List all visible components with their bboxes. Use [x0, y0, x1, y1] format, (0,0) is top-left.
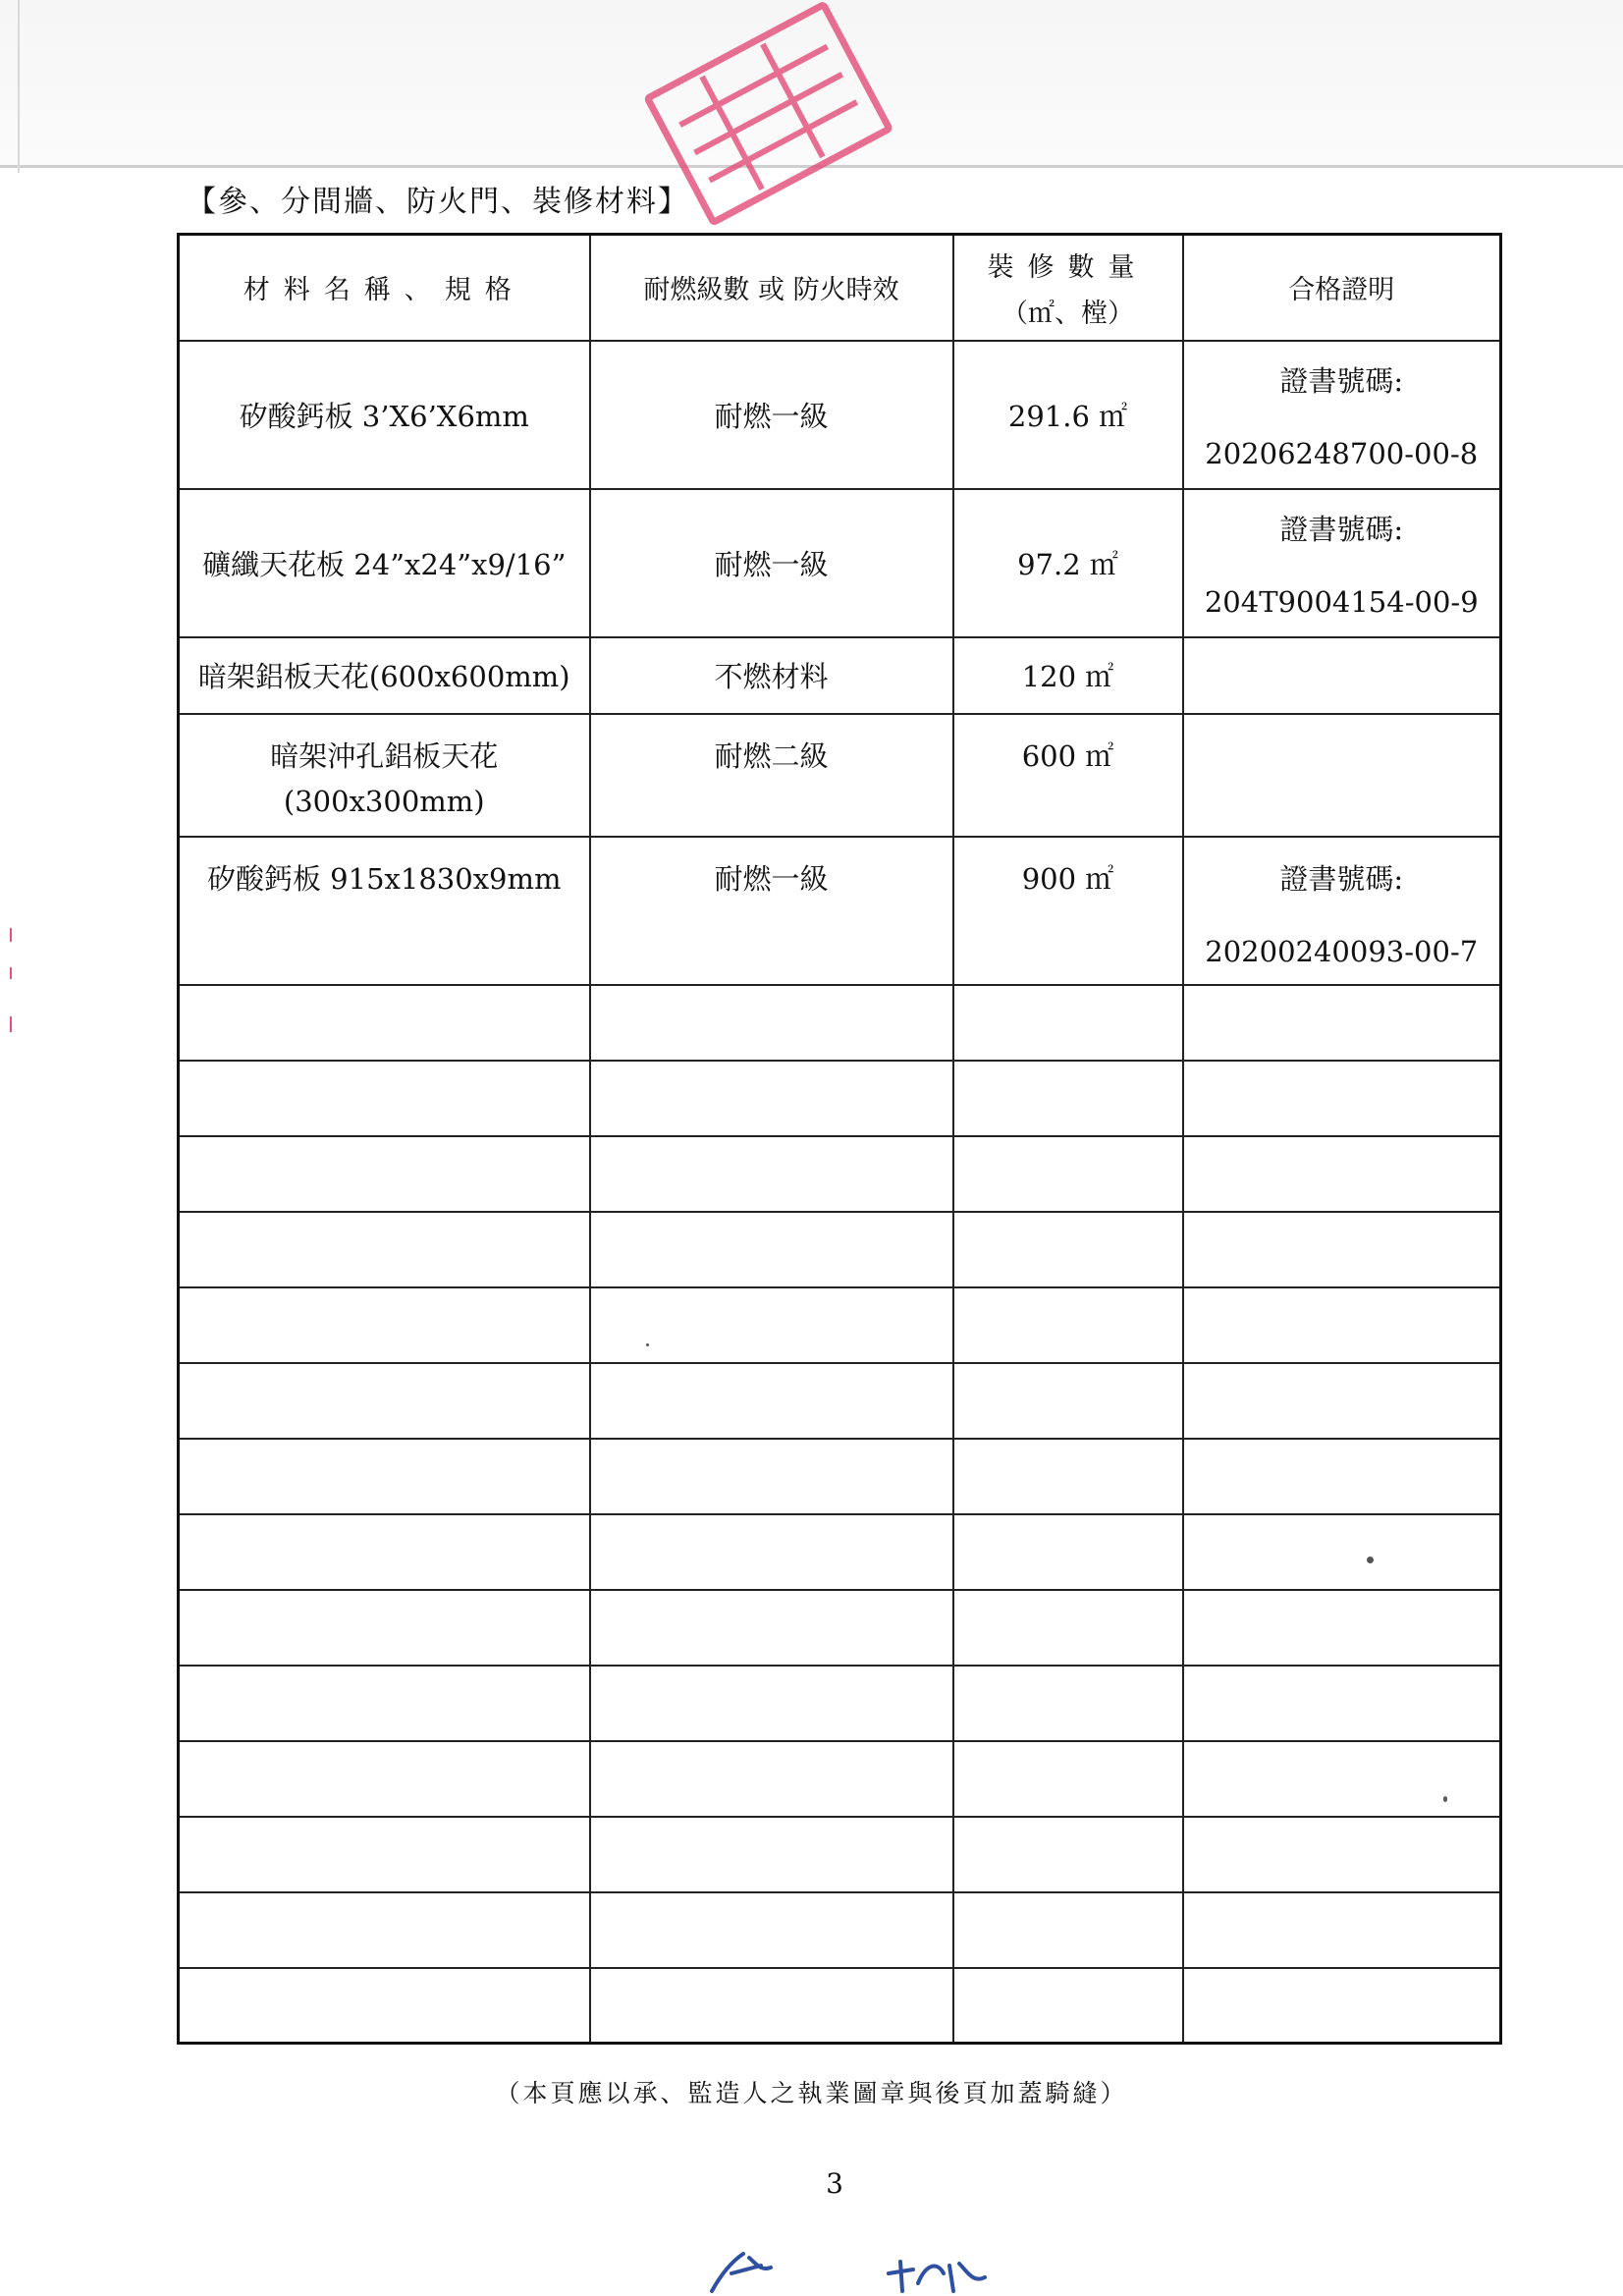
header-quantity-unit: （㎡、樘）: [1001, 298, 1134, 329]
empty-table-row: [179, 1514, 1501, 1590]
empty-cell: [953, 1287, 1183, 1363]
header-fire-rating: 耐燃級數 或 防火時效: [590, 235, 953, 341]
material-name-line1: 暗架沖孔鋁板天花: [270, 738, 499, 773]
empty-cell: [179, 1363, 590, 1439]
table-row: [179, 341, 1501, 489]
certificate-number: 20200240093-00-7: [1205, 934, 1479, 968]
empty-table-row: [179, 1439, 1501, 1514]
fire-rating-cell: 不燃材料: [590, 637, 953, 714]
empty-cell: [179, 1136, 590, 1212]
certificate-number: 20206248700-00-8: [1205, 436, 1479, 470]
header-material-name: 材料名稱、規格: [179, 235, 590, 341]
empty-table-row: [179, 1363, 1501, 1439]
empty-cell: [1183, 1666, 1501, 1741]
material-name-cell: 礦纖天花板 24”x24”x9/16”: [179, 489, 590, 637]
empty-table-row: [179, 1212, 1501, 1287]
empty-cell: [590, 1590, 953, 1666]
empty-cell: [1183, 1741, 1501, 1817]
empty-cell: [590, 1514, 953, 1590]
table-row: [179, 637, 1501, 714]
fire-rating-cell: 耐燃一級: [590, 489, 953, 637]
quantity-cell: 600 ㎡: [953, 714, 1183, 837]
empty-cell: [590, 1212, 953, 1287]
empty-table-row: [179, 1136, 1501, 1212]
empty-cell: [179, 1287, 590, 1363]
scan-speck: [646, 1343, 649, 1346]
empty-cell: [953, 1363, 1183, 1439]
empty-table-row: [179, 1968, 1501, 2044]
empty-cell: [953, 1514, 1183, 1590]
empty-cell: [953, 1666, 1183, 1741]
fire-rating-cell: 耐燃二級: [590, 714, 953, 837]
empty-cell: [179, 1061, 590, 1136]
empty-cell: [179, 1212, 590, 1287]
header-certificate: 合格證明: [1183, 235, 1501, 341]
empty-cell: [179, 1439, 590, 1514]
empty-cell: [179, 1590, 590, 1666]
table-row: [179, 489, 1501, 637]
empty-cell: [1183, 1590, 1501, 1666]
material-name-cell: 矽酸鈣板 915x1830x9mm: [179, 837, 590, 985]
empty-cell: [590, 985, 953, 1061]
empty-cell: [179, 1892, 590, 1968]
empty-cell: [179, 1968, 590, 2044]
empty-cell: [1183, 1439, 1501, 1514]
empty-table-row: [179, 1892, 1501, 1968]
empty-table-row: [179, 1061, 1501, 1136]
empty-cell: [953, 1968, 1183, 2044]
empty-cell: [590, 1287, 953, 1363]
empty-cell: [1183, 1892, 1501, 1968]
empty-cell: [590, 1741, 953, 1817]
footer-note: （本頁應以承、監造人之執業圖章與後頁加蓋騎縫）: [495, 2079, 1128, 2107]
empty-cell: [179, 1514, 590, 1590]
header-quantity-label: 裝修數量: [987, 251, 1149, 283]
empty-table-row: [179, 1741, 1501, 1817]
empty-cell: [179, 1666, 590, 1741]
scan-speck: [1443, 1796, 1447, 1802]
material-name-cell: [179, 714, 590, 837]
quantity-cell: 900 ㎡: [953, 837, 1183, 985]
empty-cell: [590, 1061, 953, 1136]
fire-rating-cell: 耐燃一級: [590, 837, 953, 985]
certificate-label: 證書號碼:: [1279, 861, 1404, 896]
empty-cell: [590, 1817, 953, 1892]
certificate-number: 204T9004154-00-9: [1204, 584, 1479, 619]
empty-cell: [590, 1892, 953, 1968]
quantity-cell: 97.2 ㎡: [953, 489, 1183, 637]
empty-cell: [1183, 1514, 1501, 1590]
handwritten-signature: [702, 2244, 1026, 2293]
empty-table-row: [179, 985, 1501, 1061]
empty-table-row: [179, 1817, 1501, 1892]
empty-cell: [953, 1817, 1183, 1892]
scan-edge-marks: [8, 928, 14, 1036]
quantity-cell: 291.6 ㎡: [953, 341, 1183, 489]
empty-cell: [1183, 1287, 1501, 1363]
table-row: [179, 837, 1501, 985]
quantity-cell: 120 ㎡: [953, 637, 1183, 714]
empty-cell: [1183, 1363, 1501, 1439]
empty-cell: [590, 1439, 953, 1514]
material-name-cell: 矽酸鈣板 3’X6’X6mm: [179, 341, 590, 489]
empty-cell: [1183, 1136, 1501, 1212]
material-name-cell: 暗架鋁板天花(600x600mm): [179, 637, 590, 714]
empty-cell: [953, 985, 1183, 1061]
empty-cell: [1183, 1212, 1501, 1287]
empty-cell: [590, 1136, 953, 1212]
empty-table-row: [179, 1287, 1501, 1363]
empty-cell: [953, 1061, 1183, 1136]
empty-cell: [590, 1363, 953, 1439]
materials-table: [177, 233, 1502, 2045]
scan-left-edge: [18, 0, 20, 173]
certificate-label: 證書號碼:: [1279, 512, 1404, 546]
scan-speck: [1367, 1557, 1374, 1563]
header-quantity: [953, 235, 1183, 341]
empty-cell: [590, 1968, 953, 2044]
certificate-cell: [1183, 341, 1501, 489]
fire-rating-cell: 耐燃一級: [590, 341, 953, 489]
certificate-cell: [1183, 837, 1501, 985]
empty-cell: [179, 1741, 590, 1817]
table-header-row: [179, 235, 1501, 341]
empty-cell: [953, 1439, 1183, 1514]
empty-table-row: [179, 1590, 1501, 1666]
empty-cell: [953, 1741, 1183, 1817]
table-row: [179, 714, 1501, 837]
certificate-label: 證書號碼:: [1279, 363, 1404, 398]
certificate-cell: [1183, 714, 1501, 837]
empty-cell: [1183, 1968, 1501, 2044]
empty-cell: [1183, 1061, 1501, 1136]
empty-cell: [953, 1892, 1183, 1968]
empty-cell: [179, 985, 590, 1061]
section-heading: 【參、分間牆、防火門、裝修材料】: [187, 185, 689, 219]
empty-table-row: [179, 1666, 1501, 1741]
empty-cell: [590, 1666, 953, 1741]
empty-cell: [953, 1590, 1183, 1666]
material-name-line2: (300x300mm): [283, 784, 485, 818]
empty-cell: [1183, 1817, 1501, 1892]
empty-cell: [953, 1136, 1183, 1212]
page-number: 3: [826, 2167, 843, 2200]
empty-cell: [1183, 985, 1501, 1061]
certificate-cell: [1183, 637, 1501, 714]
empty-cell: [179, 1817, 590, 1892]
empty-cell: [953, 1212, 1183, 1287]
certificate-cell: [1183, 489, 1501, 637]
